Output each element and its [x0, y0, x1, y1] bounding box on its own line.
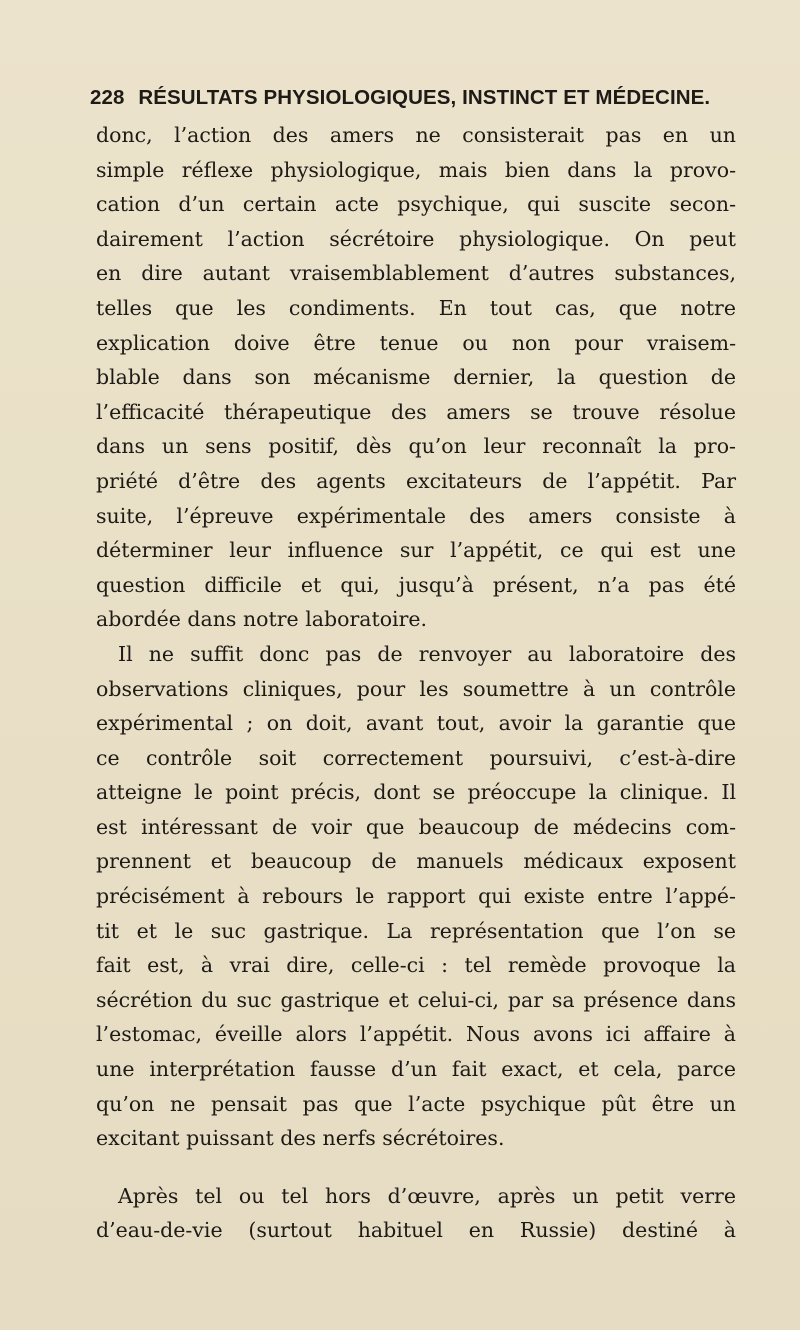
text-line: observations cliniques, pour les soumettre à un contrôle — [96, 676, 736, 701]
text-line: donc, l’action des amers ne consisterait pas en un — [96, 123, 736, 147]
text-line: telles que les condiments. En tout cas, que notre — [96, 295, 736, 320]
text-line: ce contrôle soit correctement poursuivi, c’est-à-dire — [96, 745, 736, 770]
text-line: une interprétation fausse d’un fait exact, et cela, parce — [96, 1057, 736, 1082]
text-line: Il ne suffit donc pas de renvoyer au laboratoire des — [118, 641, 736, 666]
running-header — [90, 86, 730, 110]
text-line: d’eau-de-vie (surtout habituel en Russie) destiné à — [96, 1218, 736, 1243]
text-line: dairement l’action sécrétoire physiologique. On peut — [96, 226, 736, 251]
text-line: déterminer leur influence sur l’appétit, ce qui est une — [96, 538, 736, 563]
paragraph-gap — [96, 1156, 736, 1179]
text-line: l’estomac, éveille alors l’appétit. Nous avons ici affaire à — [96, 1022, 736, 1047]
text-line: dans un sens positif, dès qu’on leur reconnaît la pro- — [96, 434, 736, 459]
text-line: simple réflexe physiologique, mais bien dans la provo- — [96, 157, 736, 182]
text-line: prennent et beaucoup de manuels médicaux exposent — [96, 849, 736, 874]
text-line: qu’on ne pensait pas que l’acte psychique pût être un — [96, 1091, 736, 1116]
text-line: l’efficacité thérapeutique des amers se trouve résolue — [96, 399, 736, 424]
text-line: suite, l’épreuve expérimentale des amers consiste à — [96, 503, 736, 528]
text-line: précisément à rebours le rapport qui existe entre l’appé- — [96, 884, 736, 909]
running-title: RÉSULTATS PHYSIOLOGIQUES, INSTINCT ET MÉDECINE. — [138, 86, 711, 109]
text-line: est intéressant de voir que beaucoup de médecins com- — [96, 814, 736, 839]
body-text — [96, 118, 736, 1248]
paragraph-1 — [96, 118, 736, 637]
text-line: question difficile et qui, jusqu’à présent, n’a pas été — [96, 572, 736, 597]
page-number: 228 — [90, 86, 125, 109]
text-line: abordée dans notre laboratoire. — [96, 607, 428, 632]
text-line: expérimental ; on doit, avant tout, avoir la garantie que — [96, 711, 736, 736]
text-line: cation d’un certain acte psychique, qui suscite secon- — [96, 192, 736, 217]
paragraph-3 — [96, 1179, 736, 1248]
text-line: blable dans son mécanisme dernier, la question de — [96, 365, 736, 390]
text-line: en dire autant vraisemblablement d’autres substances, — [96, 261, 736, 286]
text-line: fait est, à vrai dire, celle-ci : tel remède provoque la — [96, 953, 736, 978]
text-line: tit et le suc gastrique. La représentation que l’on se — [96, 918, 736, 943]
text-line: excitant puissant des nerfs sécrétoires. — [96, 1126, 505, 1151]
text-line: priété d’être des agents excitateurs de l’appétit. Par — [96, 468, 736, 493]
text-line: atteigne le point précis, dont se préoccupe la clinique. Il — [96, 780, 736, 805]
text-line: sécrétion du suc gastrique et celui-ci, par sa présence dans — [96, 987, 736, 1012]
text-line: Après tel ou tel hors d’œuvre, après un petit verre — [118, 1183, 736, 1208]
paragraph-2 — [96, 637, 736, 1156]
text-line: explication doive être tenue ou non pour vraisem- — [96, 330, 736, 355]
